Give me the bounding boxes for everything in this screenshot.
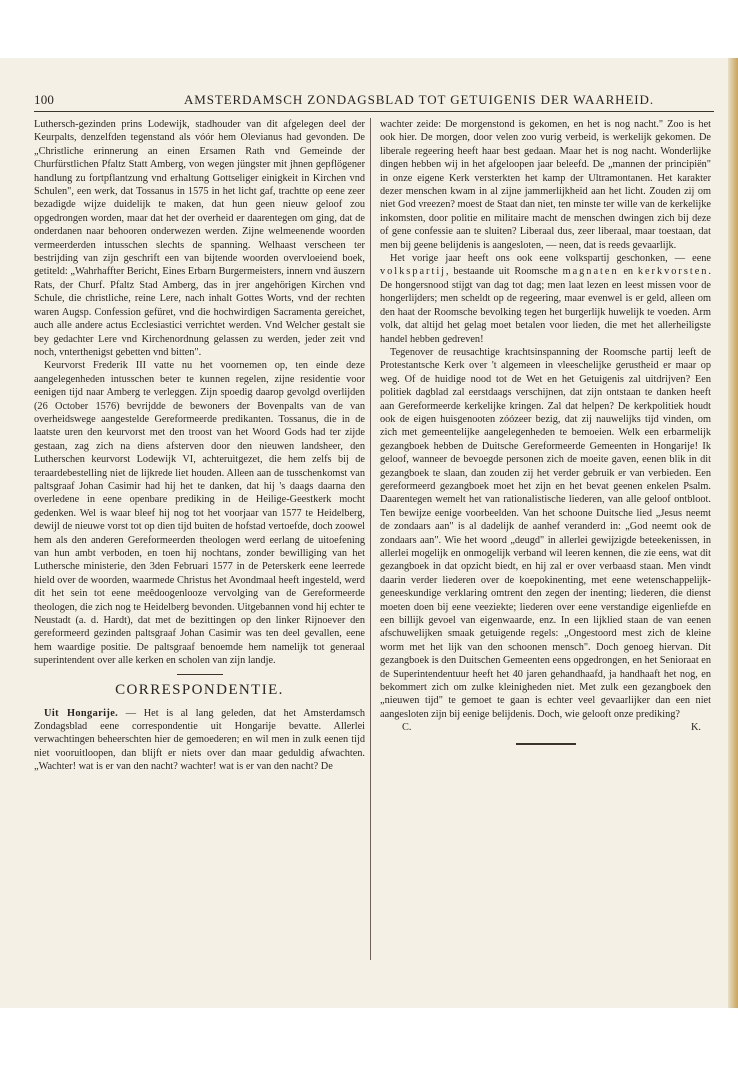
right-column: [380, 118, 711, 998]
masthead-title: AMSTERDAMSCH ZONDAGSBLAD TOT GETUIGENIS DER WAARHEID.: [184, 92, 654, 107]
emphasis-volkspartij: volkspartij: [380, 266, 447, 278]
correspondence-text: — Het is al lang geleden, dat het Amsterdamsch Zondagsblad eene correspondentie uit Hongarije bevatte. Allerlei verwachtingen beheerschten hier de gemoederen; en wil men in zulk eenen tijd niet vooruitloopen, dan blijft er niets over dan maar geduldig afwachten. „Wachter! wat is er van den nacht? wachter! wat is er van den nacht? De: [34, 707, 365, 773]
left-column: [34, 118, 365, 998]
correspondence-origin: Uit Hongarije.: [44, 707, 119, 719]
signature-initial-right: K.: [690, 722, 701, 734]
emphasis-magnaten: magnaten: [562, 266, 619, 278]
emphasis-kerkvorsten: kerkvorsten: [637, 266, 709, 278]
paragraph-gezangboek: Tegenover de reusachtige krachtsinspanning der Roomsche partij leeft de Protestantsche Kerk over 't algemeen in vleeschelijke gerustheid er maar op weg. Of de huidige nood tot de Wet en het Getuigenis zal uitdrijven? Een politiek dagblad zal eerstdaags verschijnen, dat zijn ontstaan te danken heeft aan Gereformeerde kerkelijke kringen. Zal dat helpen? De kerkpolitiek houdt ook de eigen huisgenooten zóózeer bezig, dat zij nauwelijks tijd vinden, om zich met gemeentelijke aangelegenheden te bemoeien. Welk een erbarmelijk gezangboek hebben de Duitsche Gereformeerde Gemeenten in Hongarije! Ik geloof, wanneer de bevoegde personen zich de moeite gaven, eenen blik in dit gezangboek te slaan, dan zouden zij het verder gebruik er van verbieden. Een gereformeerd gezangboek moet het zijn en het bevat geenen enkelen Psalm. Daarentegen wemelt het van rationalistische liederen, van alle geloof ontbloot. Ten bewijze eenige voorbeelden. Van het schoone Duitsche lied „Jesus neemt de zondaars aan" is al dadelijk de aanhef veranderd in: „God neemt ook de zondaars aan". Wie het woord „deugd" in allerlei gewijzigde beteekenissen, in allerlei mogelijk en onmogelijk verband wil leeren kennen, die zie eens, wat dit gezangboek in dat opzicht biedt, en hij zal er over verbaasd staan. Men vindt daarin verder liederen over de koepokinenting, met eene wetenschappelijk-geneeskundige verklaring omtrent den zegen der inenting; liederen, die dienst moeten doen bij eene veeziekte; liederen over eene verstandige eigenliefde en een billijk gevoel van eigenwaarde, enz. In een lijklied staan de van eenen afschuwelijken smaak getuigende regels: „Ongestoord mest zich de kleine worm met het lijk van den schoonen mensch". Doch genoeg hiervan. Dit gezangboek is den Duitschen Gemeenten eens opgedrongen, en het Senioraat en de Superintendentuur heeft het 40 jaren gehandhaafd, ja handhaaft het nog, en bekommert zich om zulke kleinigheden niet. Met zulk een gezangboek den „nieuwen tijd" te gemoet te gaan is echter veel gevaarlijker dan een niet aangesloten zijn bij eenige belijdenis. Doch, wie gelooft onze prediking?: [380, 346, 711, 720]
page-number: 100: [34, 92, 55, 107]
end-rule: [516, 743, 576, 745]
paragraph-tossanus-amberg: Luthersch-gezinden prins Lodewijk, stadhouder van dit afgelegen deel der Keurpalts, denzelfden tegenstand als vóór hem Olevianus had gevonden. De „Christliche erinnerung an einen Ersamen Rath vnd Gemeinde der Churfürstlichen Pfaltz Statt Amberg, von wegen jüngster mit jhnen gepflögener handlung zu fortpflantzung vnd erhaltung Gottseliger einigkeit in Kirchen vnd Schulen", een werk, dat Tossanus in 1575 in het licht gaf, trachtte op eene zeer bezadigde wijze duidelijk te maken, dat hun geen nieuw geloof zou opgedrongen worden, maar dat het der overheid er daarentegen om ging, dat de onderdanen naar behooren onderwezen werden. Zijne welmeenende woorden vermeerderden intusschen slechts de spanning. Welhaast verscheen ter bestrijding van zijn geschrift een van bijtende woorden overvloeiend boek, getiteld: „Wahrhaffter Bericht, Eines Erbarn Burgermeisters, innern vnd äuszern Rats, der Churf. Pfaltz Stad Amberg, das in jrer angehörigen Kirchen vnd Schule, die christliche, reine Lere, nach inhalt Gottes Worts, vnd der rechten waren Augsp. Confession gefüret, vnd die hochwirdigen Sacramenta gereichet, auch alle andere actus Ecclesiastici verrichtet werden. Vnd Welcher gestalt sie bey gedachter Lere vnd Kirchenordnung gelassen zu werden, jeder zeit vnd noch, vnterthenigst gebetten vnd bitten".: [34, 119, 365, 358]
page-edge: [728, 58, 738, 1008]
header-rule: [34, 111, 714, 112]
paragraph-volkspartij: [380, 252, 711, 346]
text-run: , bestaande uit Roomsche: [446, 266, 563, 278]
correspondence-paragraph: [34, 707, 365, 774]
paragraph-frederik-iii: Keurvorst Frederik III vatte nu het voornemen op, ten einde deze aangelegenheden intusschen beter te kunnen regelen, zijne residentie voor eenigen tijd naar Amberg te verleggen. Zijn spoedig daarop gevolgd overlijden (26 October 1576) bevrijdde de bewoners der Bovenpalts van de van overheidswege aangestelde Gereformeerde predikanten. Tossanus, die in de laatste uren den keurvorst met den troost van het Woord Gods had ter zijde gestaan, zag zich na diens afsterven door den nieuwen landsheer, den Lutherschen keurvorst Lodewijk VI, achteruitgezet, die hem zelfs bij de teraardebestelling niet de lijkrede liet houden. Alleen aan de tusschenkomst van paltsgraaf Johan Casimir had hij het te danken, dat hij 's daags daarna den overledene in eene openbare prediking in de Heilige-Geestkerk mocht gedenken. Wel is waar bleef hij nog tot het voorjaar van 1577 te Heidelberg, dewijl de nieuwe vorst tot op dien tijd buiten de hofstad vertoefde, doch zoowel hem als den anderen Gereformeerden theologen werd eerlang de uitoefening van hun ambt verboden, en toen hij nochtans, zonder bewilliging van het Luthersche ministerie, den 3den Februari 1577 in de Peterskerk eene leerrede hield over de woorden, waarmede Christus het Avondmaal heeft ingesteld, werd dit het sein tot eene meêdoogenlooze vervolging van de Gereformeerde theologen, die zich nog te Heidelberg bevonden. Uitgebannen vond hij echter te Neustadt (a. d. Hardt), dat met de bezittingen op den linker Rijnoever den gereformeerd gezinden paltsgraaf Johan Casimir was ten deel gevallen, eene hem waardige positie. De paltsgraaf benoemde hem namelijk tot generaal superintendent over alle kerken en scholen van zijn landje.: [34, 360, 365, 667]
page-header: [34, 92, 714, 108]
signature: [380, 721, 711, 734]
signature-initial-left: C.: [402, 722, 412, 734]
text-run: Het vorige jaar heeft ons ook eene volkspartij geschonken, — eene: [390, 253, 711, 265]
text-run: . De hongersnood stijgt van dag tot dag; men laat lezen en leest missen voor de hongerlijders; men scheldt op de regeering, maar evenwel is er geld, alleen om den haat der Roomsche bevolking tegen het burgerlijk huwelijk te voeden. Arm volk, dat altijd het gelag moet betalen voor lieden, die met het allerheiligste handel hebben gedreven!: [380, 266, 711, 345]
section-separator: [177, 674, 223, 675]
paragraph-wachter: wachter zeide: De morgenstond is gekomen, en het is nog nacht." Zoo is het ook hier. De morgen, door velen zoo vurig verbeid, is werkelijk gekomen. De liberale regeering heeft haar best gedaan. Maar het is nog nacht. Wonderlijke dingen hebben wij in het afgeloopen jaar beleefd. De „mannen der principiën" in onze eigene Kerk versterkten het kamp der Ultramontanen. Het karakter dezer menschen kwam in al zijne jammerlijkheid aan het licht. Zouden zij om niet God vreezen? moest de Staat dan niet, ten minste ter wille van de kerkelijke inkomsten, door politie en militaire macht de menschen dwingen zich bij deze of gene confessie aan te sluiten? Liberaal dus, zeer liberaal, maar toestaan, dat men bij geene belijdenis is aangesloten, — neen, dat is reeds gevaarlijk.: [380, 119, 711, 251]
section-title: CORRESPONDENTIE.: [115, 681, 284, 698]
column-divider: [370, 118, 371, 960]
text-run: en: [618, 266, 638, 278]
